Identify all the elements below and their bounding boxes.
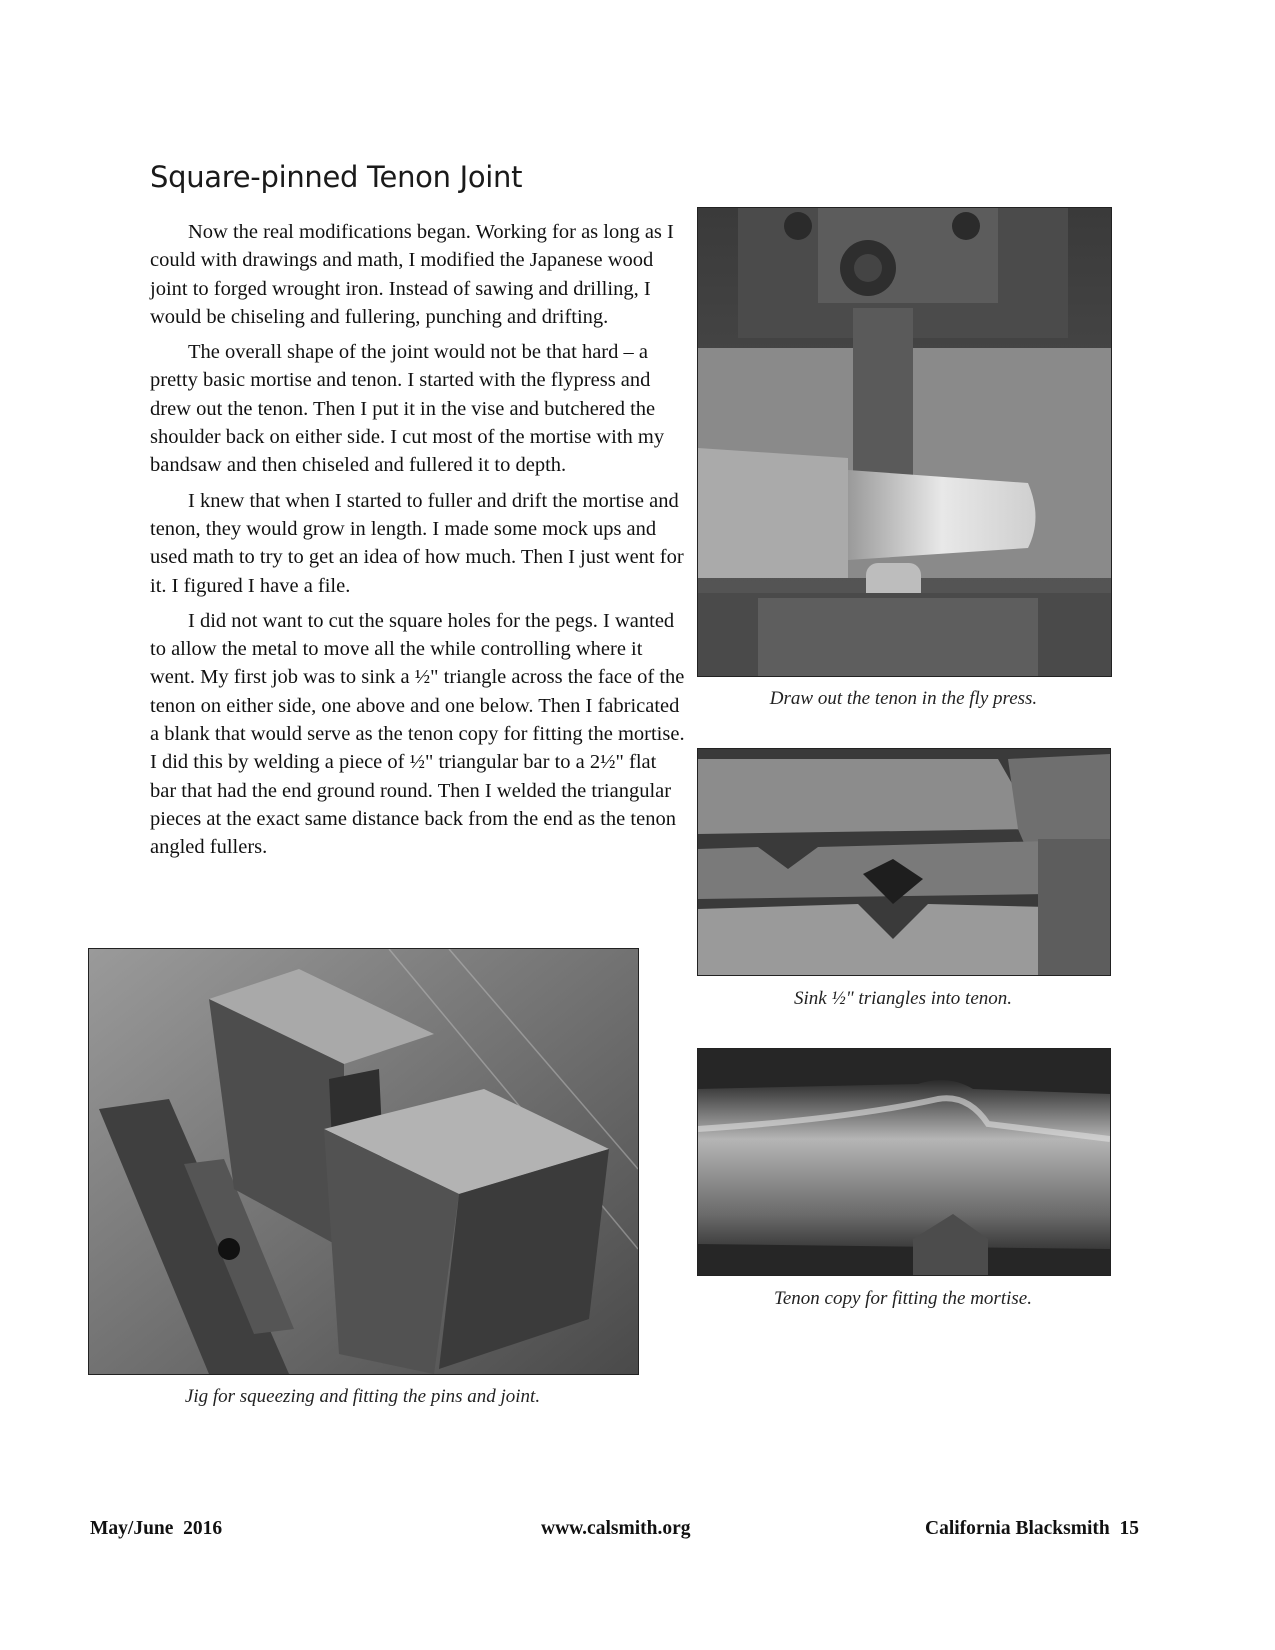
- tenon-copy-caption: Tenon copy for fitting the mortise.: [774, 1288, 1032, 1309]
- paragraph: I knew that when I started to fuller and drift the mortise and tenon, they would grow in length. I made some mock ups and used math to try to get an idea of how much. Then I just went for it. I figured I have a file.: [150, 489, 684, 597]
- footer-website: www.calsmith.org: [541, 1518, 691, 1539]
- footer-page-number: 15: [1119, 1518, 1139, 1539]
- footer-publication: [925, 1518, 1139, 1540]
- triangles-photo: [697, 748, 1111, 976]
- paragraph: Now the real modifications began. Working for as long as I could with drawings and math, I modified the Japanese wood joint to forged wrought iron. Instead of sawing and drilling, I would be chiseling and fullering, punching and drifting.: [150, 221, 674, 328]
- paragraph: I did not want to cut the square holes for the pegs. I wanted to allow the metal to move all the while controlling where it went. My first job was to sink a ½" triangle across the face of the tenon on either side, one above and one below. Then I fabricated a blank that would serve as the tenon copy for fitting the mortise. I did this by welding a piece of ½" triangular bar to a 2½" flat bar that had the end ground round. Then I welded the triangular pieces at the exact same distance back from the end as the tenon angled fullers.: [150, 609, 685, 859]
- footer-publication-name: California Blacksmith: [925, 1518, 1110, 1539]
- fly-press-photo: [697, 207, 1112, 677]
- jig-photo: [88, 948, 639, 1375]
- triangles-caption: Sink ½" triangles into tenon.: [793, 988, 1013, 1009]
- article-title: Square-pinned Tenon Joint: [150, 160, 523, 194]
- tenon-copy-photo: [697, 1048, 1111, 1276]
- footer-issue: May/June 2016: [90, 1518, 223, 1539]
- jig-caption: Jig for squeezing and fitting the pins and joint.: [184, 1386, 541, 1407]
- article-body: [150, 218, 685, 869]
- fly-press-caption: Draw out the tenon in the fly press.: [769, 688, 1038, 709]
- paragraph: The overall shape of the joint would not be that hard – a pretty basic mortise and tenon. I started with the flypress and drew out the tenon. Then I put it in the vise and butchered the shoulder back on either side. I cut most of the mortise with my bandsaw and then chiseled and fullered it to depth.: [150, 341, 665, 477]
